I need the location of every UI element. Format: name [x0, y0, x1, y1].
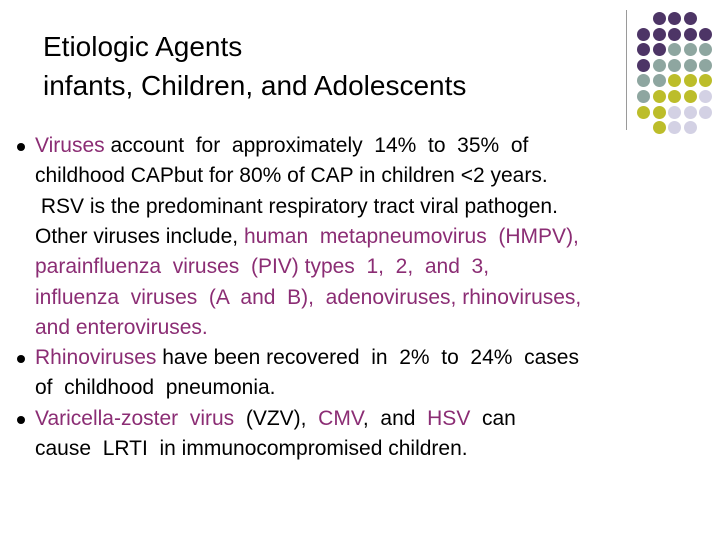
bullet-text-line — [35, 283, 581, 313]
decorative-dot — [653, 121, 666, 134]
decorative-dot — [668, 12, 681, 25]
decorative-dot — [684, 106, 697, 119]
decorative-dot — [684, 28, 697, 41]
highlighted-term: Viruses — [35, 134, 105, 157]
decorative-dot — [653, 74, 666, 87]
bullet-text-line — [35, 131, 528, 161]
decorative-dot — [668, 43, 681, 56]
title-divider — [626, 10, 627, 130]
text-run: (VZV), — [234, 406, 319, 430]
decorative-dot — [653, 28, 666, 41]
bullet-text-line — [35, 161, 548, 191]
decorative-dot — [637, 106, 650, 119]
decorative-dot — [637, 59, 650, 72]
decorative-dot — [653, 12, 666, 25]
text-run: childhood CAPbut for 80% of CAP in children <2 years. — [35, 164, 548, 188]
highlighted-term: Rhinoviruses — [35, 346, 157, 370]
decorative-dot — [637, 74, 650, 87]
bullet-text-line — [35, 252, 489, 282]
bullet-text-line — [35, 222, 579, 252]
text-run: can — [470, 406, 516, 430]
decorative-dot — [668, 106, 681, 119]
highlighted-term: and enteroviruses. — [35, 315, 208, 339]
text-run: account for approximately 14% to 35% of — [104, 134, 529, 157]
title-line-1: Etiologic Agents — [43, 31, 243, 62]
highlighted-term: influenza viruses (A and B), adenoviruses, rhinoviruses, — [35, 285, 582, 309]
text-run: , and — [362, 406, 428, 430]
bullet-text-line — [35, 313, 208, 343]
decorative-dot — [699, 28, 712, 41]
decorative-dot — [684, 90, 697, 103]
decorative-dot — [699, 106, 712, 119]
bullet-text-line — [35, 373, 276, 403]
title-line-2: infants, Children, and Adolescents — [43, 70, 467, 101]
decorative-dot — [684, 59, 697, 72]
decorative-dot — [699, 43, 712, 56]
highlighted-term: Varicella-zoster virus — [35, 406, 235, 430]
decorative-dot — [637, 28, 650, 41]
decorative-dot — [684, 12, 697, 25]
decorative-dot — [684, 43, 697, 56]
decorative-dot — [668, 90, 681, 103]
decorative-dot — [668, 121, 681, 134]
text-run: cause LRTI in immunocompromised children. — [35, 437, 468, 460]
highlighted-term: parainfluenza viruses (PIV) types 1, 2, and 3, — [35, 255, 490, 279]
text-run: Other viruses include, — [35, 224, 244, 248]
decorative-dot — [653, 106, 666, 119]
text-run: have been recovered in 2% to 24% cases — [156, 346, 579, 370]
decorative-dot — [668, 74, 681, 87]
decorative-dot — [684, 121, 697, 134]
decorative-dot — [684, 74, 697, 87]
decorative-dot — [653, 90, 666, 103]
decorative-dot — [668, 59, 681, 72]
highlighted-term: human metapneumovirus (HMPV), — [243, 224, 579, 248]
text-run: RSV is the predominant respiratory tract viral pathogen. — [35, 194, 558, 218]
bullet-marker — [17, 416, 25, 424]
text-run: of childhood pneumonia. — [35, 376, 276, 400]
bullet-text-line — [35, 404, 516, 434]
decorative-dot — [699, 59, 712, 72]
decorative-dot — [637, 43, 650, 56]
bullet-text-line — [35, 192, 558, 222]
bullet-marker — [17, 143, 25, 151]
decorative-dot — [699, 90, 712, 103]
decorative-dot — [699, 74, 712, 87]
bullet-text-line — [35, 434, 468, 464]
bullet-marker — [17, 355, 25, 363]
highlighted-term: HSV — [427, 406, 471, 430]
slide-title — [43, 27, 623, 105]
bullet-text-line — [35, 343, 579, 373]
decorative-dot — [668, 28, 681, 41]
decorative-dot — [653, 59, 666, 72]
decorative-dot — [637, 90, 650, 103]
highlighted-term: CMV — [318, 406, 363, 430]
decorative-dot — [653, 43, 666, 56]
